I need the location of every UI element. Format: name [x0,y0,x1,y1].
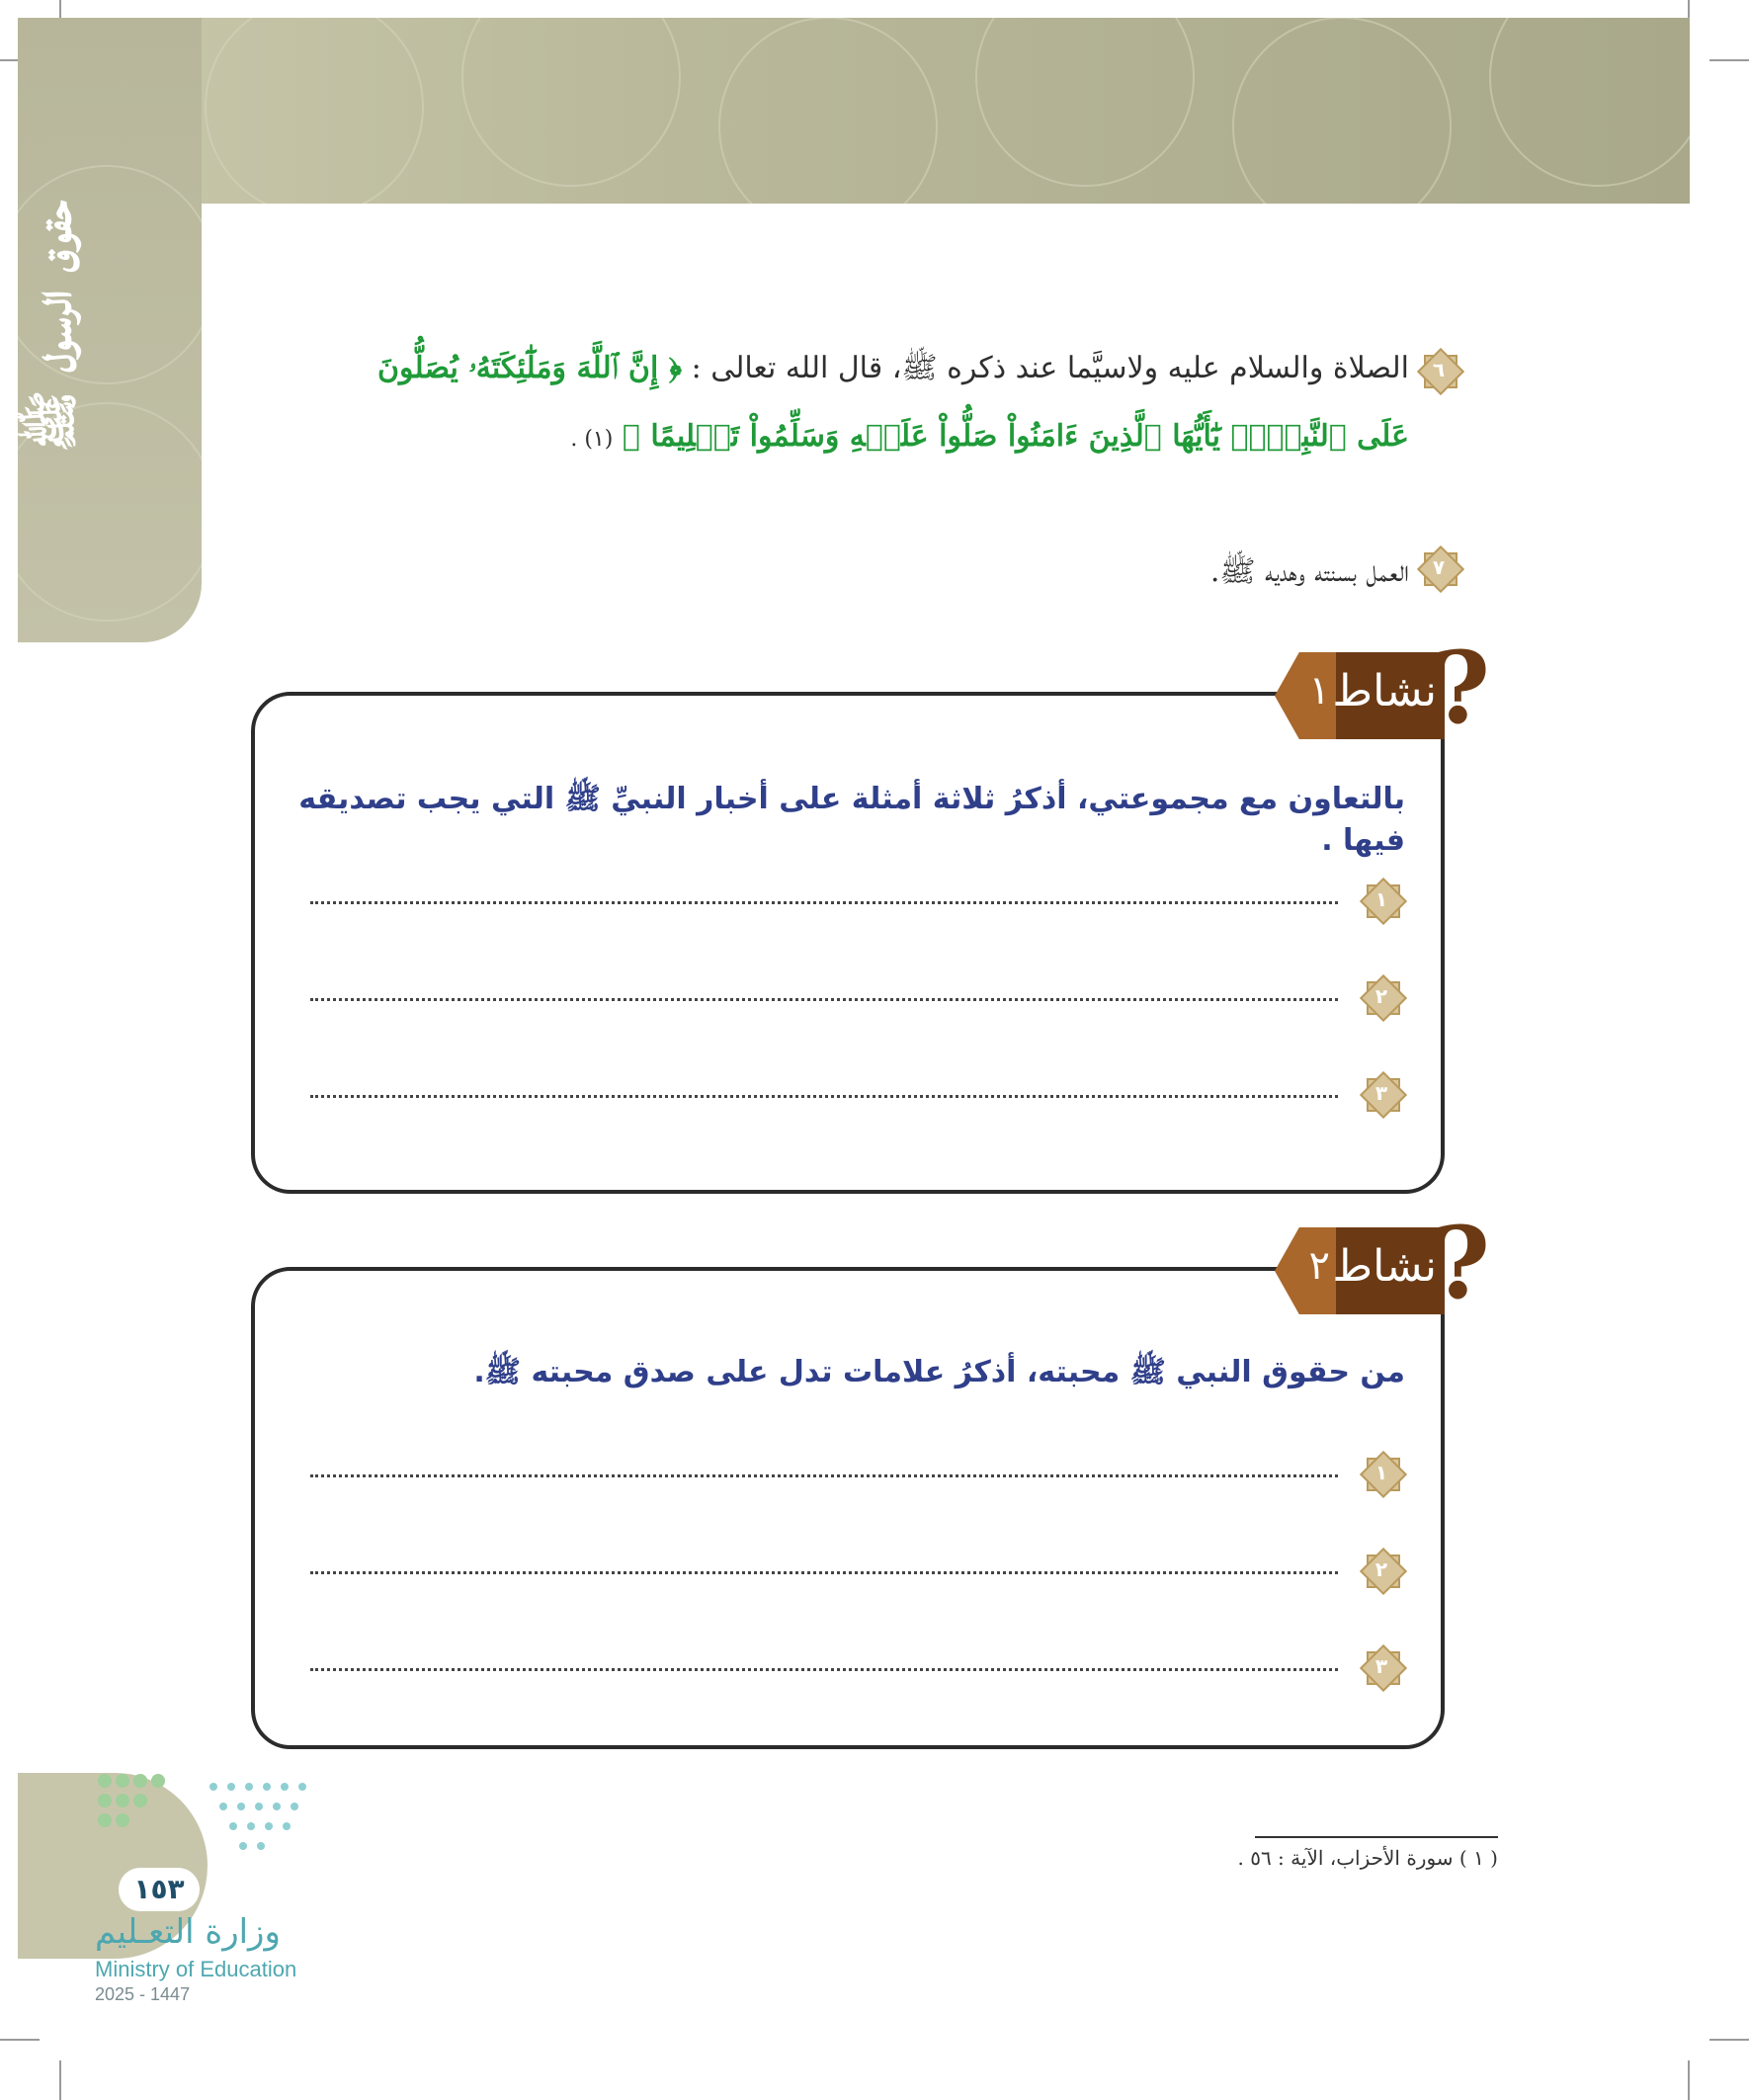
question-mark-icon: ? [1432,630,1490,746]
activity-1-number: ١ [1308,668,1330,714]
bullet-badge: ١ [1360,878,1403,921]
item-number-badge: ٦ [1417,348,1460,391]
footnote: ( ١ ) سورة الأحزاب، الآية : ٥٦ . [1237,1846,1498,1870]
crop-mark [1709,2039,1749,2041]
crop-mark [1688,2060,1690,2100]
page-number: ١٥٣ [119,1868,200,1911]
answer-line[interactable] [310,1546,1417,1593]
item-6-text: الصلاة والسلام عليه ولاسيَّما عند ذكره ﷺ، قال الله تعالى : [691,351,1409,385]
answer-line[interactable] [310,972,1417,1020]
bullet-badge: ٣ [1360,1644,1403,1688]
quran-verse-part1: ﴿ إِنَّ ٱللَّهَ وَمَلَٰٓئِكَتَهُۥ يُصَلُّونَ [376,351,683,385]
bullet-badge: ٢ [1360,1548,1403,1591]
activity-2-tab [1267,1205,1490,1321]
activity-1-box [251,692,1445,1194]
crop-mark [0,2039,40,2041]
activity-2-instruction: من حقوق النبي ﷺ محبته، أذكرُ علامات تدل على صدق محبته ﷺ. [473,1355,1405,1389]
activity-2-box [251,1267,1445,1749]
activity-1-instruction: بالتعاون مع مجموعتي، أذكرُ ثلاثة أمثلة على أخبار النبيِّ ﷺ التي يجب تصديقه فيها . [298,782,1405,858]
answer-line[interactable] [310,1449,1417,1496]
activity-1-tab [1267,630,1490,746]
pattern-decoration [18,18,1690,204]
activity-2-number: ٢ [1308,1243,1330,1289]
footnote-rule [1255,1836,1498,1838]
activity-2-label: نشاط [1332,1241,1437,1292]
header-band [18,18,1690,204]
item-6-line1 [233,350,1409,392]
ministry-name-english: Ministry of Education [95,1957,297,1981]
ministry-name-arabic: وزارة التعـليم [95,1912,281,1952]
quran-verse-part2: عَلَى ٱلنَّبِيِّۚ يَٰٓأَيُّهَا ٱلَّذِينَ ءَامَنُواْ صَلُّواْ عَلَيۡهِ وَسَلِّمُواْ تَسۡلِيمًا ﴾ [622,419,1409,454]
item-number-badge: ٧ [1417,546,1460,589]
item-7-text: العمل بسنته وهديه ﷺ. [1209,554,1409,589]
bullet-badge: ٣ [1360,1071,1403,1115]
bullet-badge: ٢ [1360,974,1403,1018]
answer-line[interactable] [310,1642,1417,1690]
crop-mark [1709,59,1749,61]
answer-line[interactable] [310,1069,1417,1117]
question-mark-icon: ? [1432,1205,1490,1321]
item-6-line2 [233,419,1409,454]
bullet-badge: ١ [1360,1451,1403,1494]
answer-line[interactable] [310,876,1417,923]
footnote-ref: (١) . [570,427,614,452]
crop-mark [59,2060,61,2100]
chapter-title: حقوق الرسول ﷺ [23,200,84,453]
activity-1-label: نشاط [1332,666,1437,716]
ministry-year: 2025 - 1447 [95,1984,191,2004]
